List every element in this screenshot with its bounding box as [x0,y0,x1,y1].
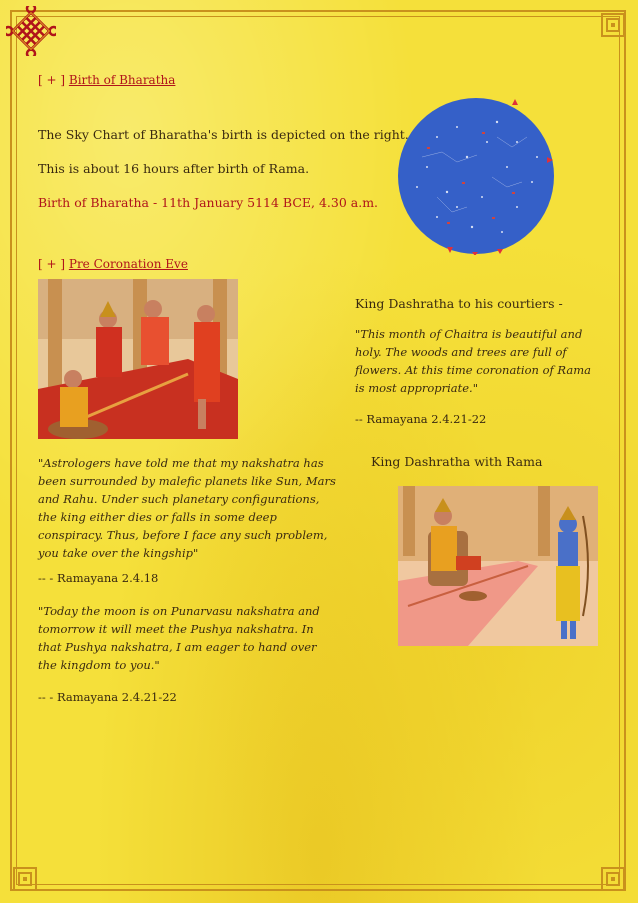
court-scene-painting [38,279,238,439]
dashratha-rama-painting [398,486,598,646]
quote-astrologers: "Astrologers have told me that my nakshatra has been surrounded by malefic planets like Sun, Mars and Rahu. Under such planetary configurations, the king either dies or falls in some deep conspiracy. Thus, before I face any such problem, you take over the kingship" [38,456,336,560]
expand-toggle[interactable]: [ + ] [38,73,66,87]
image-caption: King Dashratha with Rama [371,454,543,469]
section-header-birth[interactable] [38,73,175,87]
courtiers-heading: King Dashratha to his courtiers - [355,296,563,311]
section-title-link[interactable]: Pre Coronation Eve [68,257,188,271]
section-header-coronation[interactable] [38,257,188,271]
section-title-link[interactable]: Birth of Bharatha [68,73,176,87]
reference: -- - Ramayana 2.4.18 [38,571,159,585]
body-text: This is about 16 hours after birth of Rama. [38,161,310,176]
ornament-corner-icon [600,866,626,892]
ornament-corner-icon [600,12,626,38]
reference: -- Ramayana 2.4.21-22 [355,412,487,426]
ornament-corner-icon [12,866,38,892]
birth-date-highlight: Birth of Bharatha - 11th January 5114 BCE, 4.30 a.m. [38,195,379,210]
expand-toggle[interactable]: [ + ] [38,257,66,271]
quote-punarvasu: "Today the moon is on Punarvasu nakshatra and tomorrow it will meet the Pushya nakshatra. In that Pushya nakshatra, I am eager to hand over the kingdom to you." [38,604,320,672]
sky-chart-image [397,97,555,255]
body-text: The Sky Chart of Bharatha's birth is depicted on the right. [38,127,409,142]
reference: -- - Ramayana 2.4.21-22 [38,690,177,704]
quote-chaitra: "This month of Chaitra is beautiful and holy. The woods and trees are full of flowers. At this time coronation of Rama is most appropriate." [355,327,591,395]
endless-knot-icon [6,6,56,56]
